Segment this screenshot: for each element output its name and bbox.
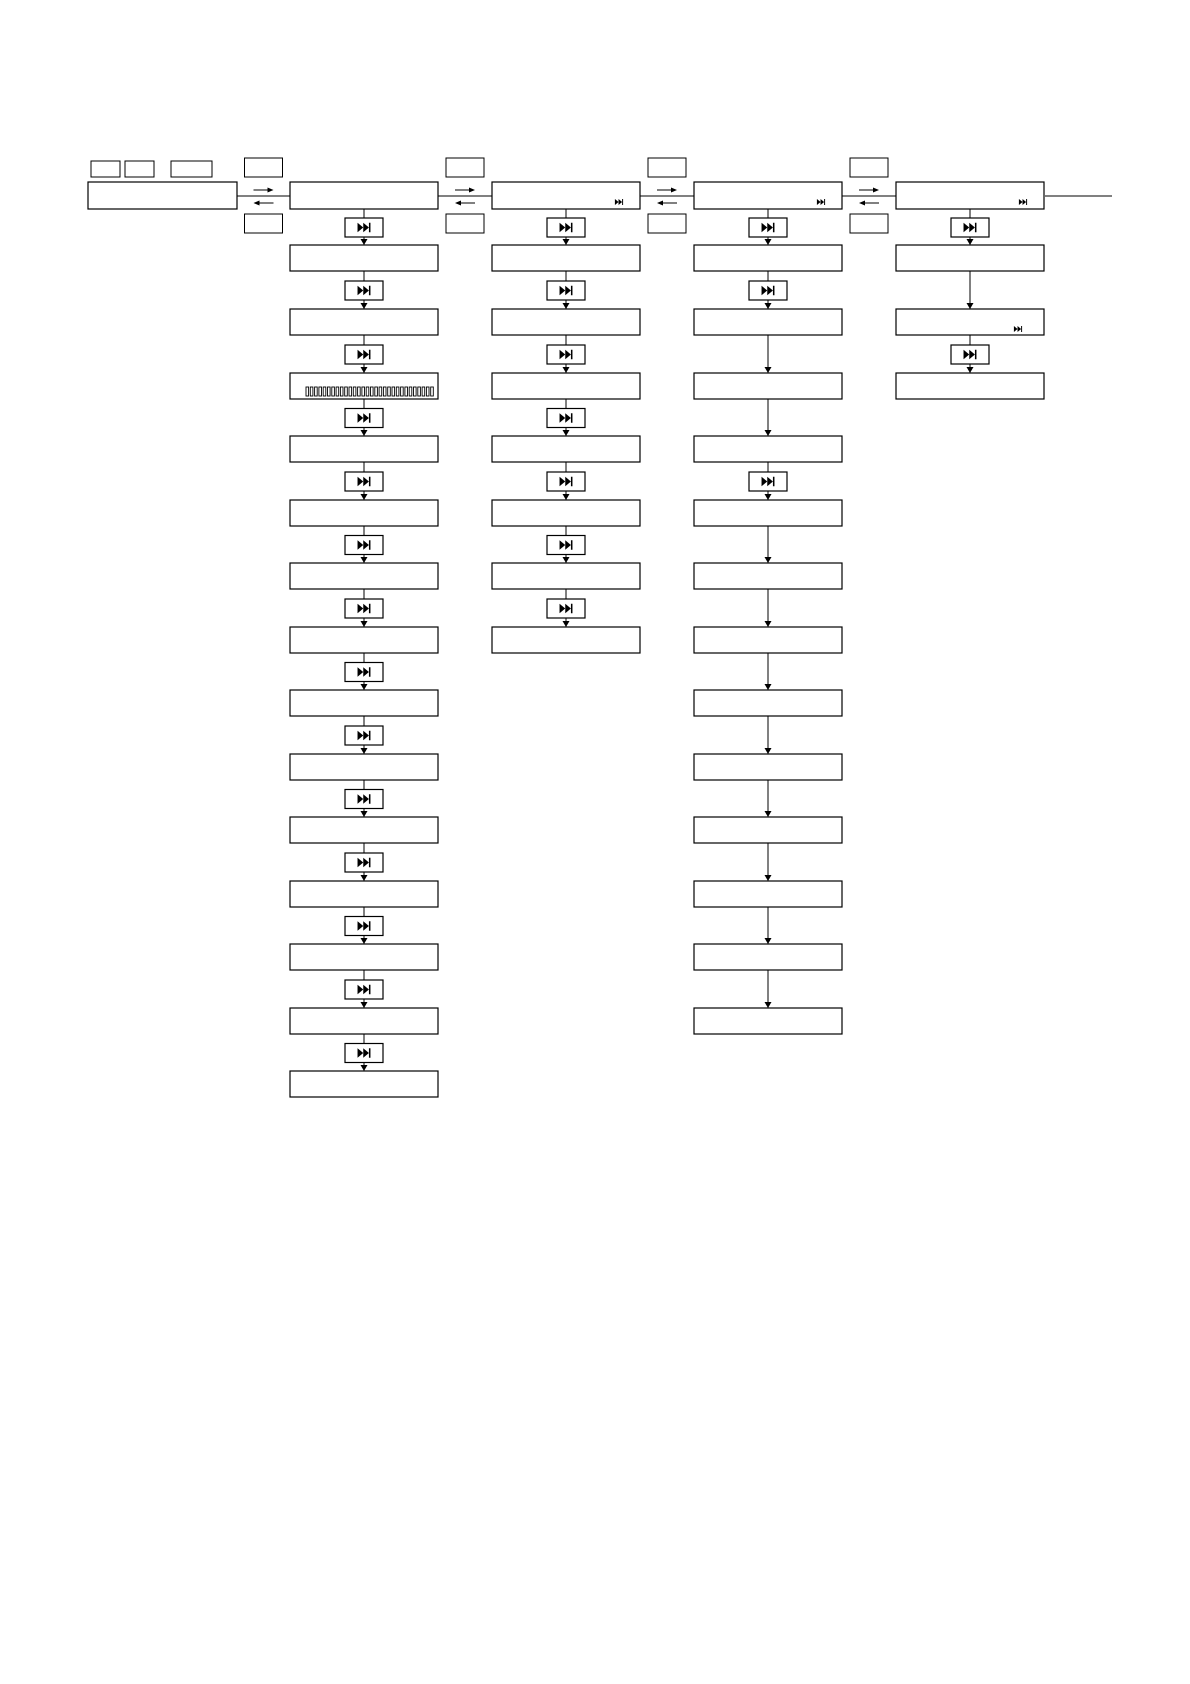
upper-key-box	[446, 158, 484, 177]
arrow-down-icon	[361, 748, 368, 754]
column-3-box	[694, 373, 842, 399]
arrow-down-icon	[361, 1002, 368, 1008]
column-3-box	[694, 309, 842, 335]
column-3-box	[694, 627, 842, 653]
column-4-box	[896, 373, 1044, 399]
level-segment	[336, 387, 339, 396]
skip-bar	[773, 477, 775, 487]
arrow-down-icon	[765, 748, 772, 754]
arrow-down-icon	[563, 621, 570, 627]
level-segment	[319, 387, 322, 396]
skip-bar	[369, 413, 371, 423]
skip-bar	[369, 667, 371, 677]
skip-bar	[773, 286, 775, 296]
column-2-box	[492, 563, 640, 589]
level-segment	[422, 387, 425, 396]
lower-key-box	[446, 214, 484, 233]
arrow-down-icon	[967, 303, 974, 309]
arrow-right-head	[671, 188, 677, 193]
level-segment	[349, 387, 352, 396]
arrow-down-icon	[563, 494, 570, 500]
column-3-box	[694, 563, 842, 589]
upper-key-box	[245, 158, 283, 177]
column-3-box	[694, 754, 842, 780]
lower-key-box	[245, 214, 283, 233]
lower-key-box	[648, 214, 686, 233]
arrow-down-icon	[765, 367, 772, 373]
arrow-right-head	[873, 188, 879, 193]
arrow-down-icon	[361, 875, 368, 881]
skip-bar	[975, 223, 977, 233]
level-segment	[358, 387, 361, 396]
arrow-down-icon	[765, 811, 772, 817]
arrow-down-icon	[967, 367, 974, 373]
column-3-box	[694, 944, 842, 970]
arrow-down-icon	[361, 938, 368, 944]
arrow-down-icon	[563, 367, 570, 373]
column-1-box	[290, 1071, 438, 1097]
level-segment	[388, 387, 391, 396]
level-segment	[409, 387, 412, 396]
level-segment	[353, 387, 356, 396]
skip-bar	[369, 350, 371, 360]
skip-bar	[1026, 199, 1027, 205]
arrow-down-icon	[765, 430, 772, 436]
skip-bar	[571, 350, 573, 360]
column-1-box	[290, 500, 438, 526]
column-3-box	[694, 690, 842, 716]
column-3-box	[694, 881, 842, 907]
column-1-box	[290, 627, 438, 653]
level-segment	[323, 387, 326, 396]
column-4-header-box	[896, 182, 1044, 209]
arrow-down-icon	[563, 557, 570, 563]
skip-bar	[571, 413, 573, 423]
level-segment	[366, 387, 369, 396]
column-1-box	[290, 690, 438, 716]
arrow-down-icon	[765, 239, 772, 245]
arrow-down-icon	[361, 684, 368, 690]
skip-bar	[369, 858, 371, 868]
level-segment	[392, 387, 395, 396]
arrow-down-icon	[361, 239, 368, 245]
column-1-box	[290, 245, 438, 271]
skip-bar	[571, 286, 573, 296]
arrow-down-icon	[563, 303, 570, 309]
arrow-down-icon	[765, 494, 772, 500]
skip-bar	[571, 223, 573, 233]
lower-key-box	[850, 214, 888, 233]
level-segment	[383, 387, 386, 396]
column-3-box	[694, 500, 842, 526]
level-segment	[345, 387, 348, 396]
arrow-down-icon	[765, 938, 772, 944]
arrow-right-head	[268, 188, 274, 193]
upper-key-box	[850, 158, 888, 177]
column-2-box	[492, 436, 640, 462]
column-3-box	[694, 436, 842, 462]
skip-bar	[369, 223, 371, 233]
skip-bar	[571, 540, 573, 550]
arrow-right-head	[469, 188, 475, 193]
arrow-down-icon	[765, 684, 772, 690]
column-2-box	[492, 627, 640, 653]
arrow-down-icon	[765, 303, 772, 309]
arrow-left-head	[859, 201, 865, 206]
skip-bar	[369, 731, 371, 741]
arrow-down-icon	[967, 239, 974, 245]
column-1-header-box	[290, 182, 438, 209]
skip-bar	[571, 604, 573, 614]
column-1-box	[290, 817, 438, 843]
skip-bar	[369, 604, 371, 614]
arrow-down-icon	[563, 430, 570, 436]
skip-bar	[369, 540, 371, 550]
level-segment	[306, 387, 309, 396]
upper-key-box	[648, 158, 686, 177]
arrow-left-head	[455, 201, 461, 206]
column-2-header-box	[492, 182, 640, 209]
arrow-down-icon	[361, 303, 368, 309]
level-segment	[396, 387, 399, 396]
arrow-down-icon	[361, 811, 368, 817]
column-3-box	[694, 245, 842, 271]
column-1-box	[290, 436, 438, 462]
level-segment	[332, 387, 335, 396]
skip-bar	[369, 794, 371, 804]
level-segment	[328, 387, 331, 396]
column-2-box	[492, 500, 640, 526]
column-1-box	[290, 881, 438, 907]
skip-bar	[622, 199, 623, 205]
level-segment	[414, 387, 417, 396]
level-segment	[375, 387, 378, 396]
column-1-box	[290, 309, 438, 335]
column-1-box	[290, 1008, 438, 1034]
skip-bar	[369, 921, 371, 931]
column-3-header-box	[694, 182, 842, 209]
skip-bar	[369, 1048, 371, 1058]
column-1-box	[290, 944, 438, 970]
level-segment	[431, 387, 434, 396]
level-segment	[362, 387, 365, 396]
level-segment	[315, 387, 318, 396]
column-3-box	[694, 817, 842, 843]
skip-bar	[369, 477, 371, 487]
column-3-box	[694, 1008, 842, 1034]
level-segment	[401, 387, 404, 396]
column-2-box	[492, 309, 640, 335]
source-box	[88, 182, 237, 209]
small-key-box-1	[91, 161, 120, 177]
level-segment	[418, 387, 421, 396]
column-2-box	[492, 373, 640, 399]
level-segment	[371, 387, 374, 396]
skip-bar	[824, 199, 825, 205]
small-key-box-2	[125, 161, 154, 177]
level-segment	[340, 387, 343, 396]
arrow-down-icon	[765, 621, 772, 627]
arrow-down-icon	[361, 494, 368, 500]
column-1-box	[290, 563, 438, 589]
arrow-down-icon	[361, 367, 368, 373]
skip-bar	[1021, 326, 1022, 332]
arrow-down-icon	[563, 239, 570, 245]
arrow-down-icon	[361, 430, 368, 436]
arrow-down-icon	[765, 1002, 772, 1008]
arrow-down-icon	[765, 557, 772, 563]
skip-bar	[369, 985, 371, 995]
skip-bar	[369, 286, 371, 296]
skip-bar	[975, 350, 977, 360]
skip-bar	[773, 223, 775, 233]
arrow-down-icon	[765, 875, 772, 881]
arrow-down-icon	[361, 557, 368, 563]
arrow-down-icon	[361, 1065, 368, 1071]
level-segment	[310, 387, 313, 396]
skip-bar	[571, 477, 573, 487]
level-segment	[379, 387, 382, 396]
column-4-box	[896, 245, 1044, 271]
column-2-box	[492, 245, 640, 271]
arrow-left-head	[657, 201, 663, 206]
arrow-left-head	[254, 201, 260, 206]
arrow-down-icon	[361, 621, 368, 627]
level-segment	[426, 387, 429, 396]
small-key-box-3	[171, 161, 212, 177]
column-1-box	[290, 754, 438, 780]
level-segment	[405, 387, 408, 396]
